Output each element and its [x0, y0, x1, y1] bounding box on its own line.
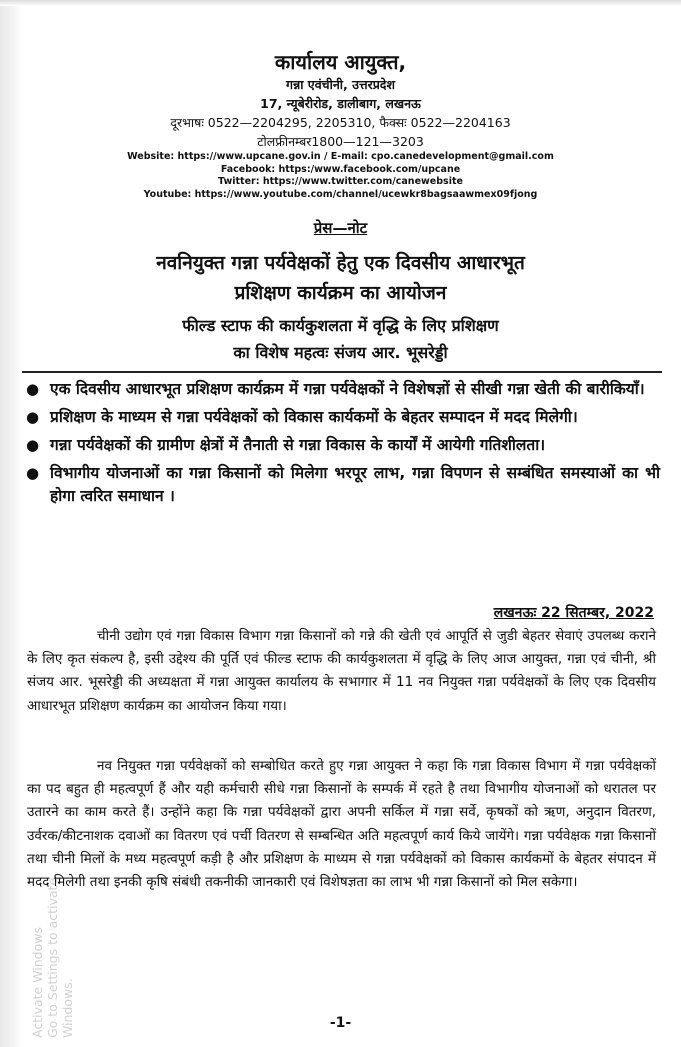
subheadline [0, 312, 681, 366]
letterhead [0, 48, 681, 201]
website-line: Website: https://www.upcane.gov.in / E-mail: cpo.canedevelopment@gmail.com [127, 151, 554, 162]
list-item-text: गन्ना पर्यवेक्षकों की ग्रामीण क्षेत्रों में तैनाती से गन्ना विकास के कार्यों में आयेगी गतिशीलता। [50, 436, 546, 454]
facebook-line: Facebook: https:/www.facebook.com/upcane [220, 163, 461, 175]
list-item [24, 406, 660, 429]
scan-top-shadow [0, 0, 681, 6]
bullet-icon: ● [26, 380, 40, 398]
divider [22, 371, 662, 373]
press-note-label [0, 218, 681, 238]
dateline: लखनऊः 22 सितम्बर, 2022 [493, 605, 654, 621]
bullet-icon: ● [26, 408, 40, 426]
body-paragraph-2: नव नियुक्त गन्ना पर्यवेक्षकों को सम्बोधित करते हुए गन्ना आयुक्त ने कहा कि गन्ना विकास विभाग में गन्ना पर्यवेक्षकों का पद बहुत ही महत्वपूर्ण हैं और यही कर्मचारी सीधे गन्ना किसानों के सम्पर्क में रहते है तथा विभागीय योजनाओं को धरातल पर उतारने का काम करते हैं। उन्होंने कहा कि गन्ना पर्यवेक्षकों द्वारा अपनी सर्किल में गन्ना सर्वे, कृषकों को ऋण, अनुदान वितरण, उर्वरक/कीटनाशक दवाओं का वितरण एवं पर्ची वितरण से सम्बन्धित अति महत्वपूर्ण कार्य किये जायेंगे। गन्ना पर्यवेक्षक गन्ना किसानों तथा चीनी मिलों के मध्य महत्वपूर्ण कड़ी है और प्रशिक्षण के माध्यम से गन्ना पर्यवेक्षकों को विकास कार्यकमों के बेहतर संपादन में मदद मिलेगी तथा इनकी कृषि संबंधी तकनीकी जानकारी एवं विशेषज्ञता का लाभ भी गन्ना किसानों को मिल सकेगा। [27, 758, 656, 891]
headline-line-1: नवनियुक्त गन्ना पर्यवेक्षकों हेतु एक दिवसीय आधारभूत [156, 252, 525, 274]
department-line: गन्ना एवंचीनी, उत्तरप्रदेश [286, 77, 395, 92]
office-title: कार्यालय आयुक्त, [274, 50, 407, 74]
list-item [24, 434, 660, 457]
bullet-icon: ● [26, 464, 40, 482]
list-item [24, 462, 660, 508]
subheadline-line-1: फील्ड स्टाफ की कार्यकुशलता में वृद्धि के लिए प्रशिक्षण [182, 316, 499, 335]
page-number: -1- [329, 1015, 352, 1031]
press-note-text: प्रेस—नोट [313, 219, 368, 237]
list-item-text: विभागीय योजनाओं का गन्ना किसानों को मिलेगा भरपूर लाभ, गन्ना विपणन से सम्बंधित समस्याओं का भी होगा त्वरित समाधान । [50, 464, 660, 505]
phone-line: दूरभाषः 0522—2204295, 2205310, फैक्सः 0522—2204163 [170, 115, 511, 130]
body-paragraph-1: चीनी उद्योग एवं गन्ना विकास विभाग गन्ना किसानों को गन्ने की खेती एवं आपूर्ति से जुडी बेहतर सेवाएं उपलब्ध कराने के लिए कृत संकल्प है, इसी उद्देश्य की पूर्ति एवं फील्ड स्टाफ की कार्यकुशलता में वृद्धि के लिए आज आयुक्त, गन्ना एवं चीनी, श्री संजय आर. भूसरेड्डी की अध्यक्षता में गन्ना आयुक्त कार्यालय के सभागार में 11 नव नियुक्त गन्ना पर्यवेक्षकों के लिए एक दिवसीय आधारभूत प्रशिक्षण कार्यक्रम का आयोजन किया गया। [27, 628, 656, 714]
youtube-line: Youtube: https://www.youtube.com/channel/ucewkr8bagsaawmex09fjong [143, 188, 538, 200]
watermark-line-2: Go to Settings to activate Windows. [45, 877, 75, 1038]
list-item [24, 378, 660, 401]
address-line: 17, न्यूबेरीरोड, डालीबाग, लखनऊ [260, 96, 421, 111]
headline [0, 248, 681, 308]
list-item-text: एक दिवसीय आधारभूत प्रशिक्षण कार्यक्रम में गन्ना पर्यवेक्षकों ने विशेषज्ञों से सीखी गन्ना खेती की बारीकियाँ। [50, 380, 645, 398]
subheadline-line-2: का विशेष महत्वः संजय आर. भूसरेड्डी [233, 343, 448, 362]
highlight-list [24, 378, 660, 513]
list-item-text: प्रशिक्षण के माध्यम से गन्ना पर्यवेक्षकों को विकास कार्यकमों के बेहतर सम्पादन में मदद मिलेगी। [50, 408, 578, 426]
bullet-icon: ● [26, 436, 40, 454]
tollfree-line: टोलफ्रीनम्बर1800—121—3203 [257, 134, 424, 149]
watermark-line-1: Activate Windows [30, 927, 45, 1038]
twitter-line: Twitter: https://www.twitter.com/canewebsite [218, 176, 463, 187]
activation-watermark [30, 868, 75, 1038]
headline-line-2: प्रशिक्षण कार्यक्रम का आयोजन [234, 282, 447, 304]
